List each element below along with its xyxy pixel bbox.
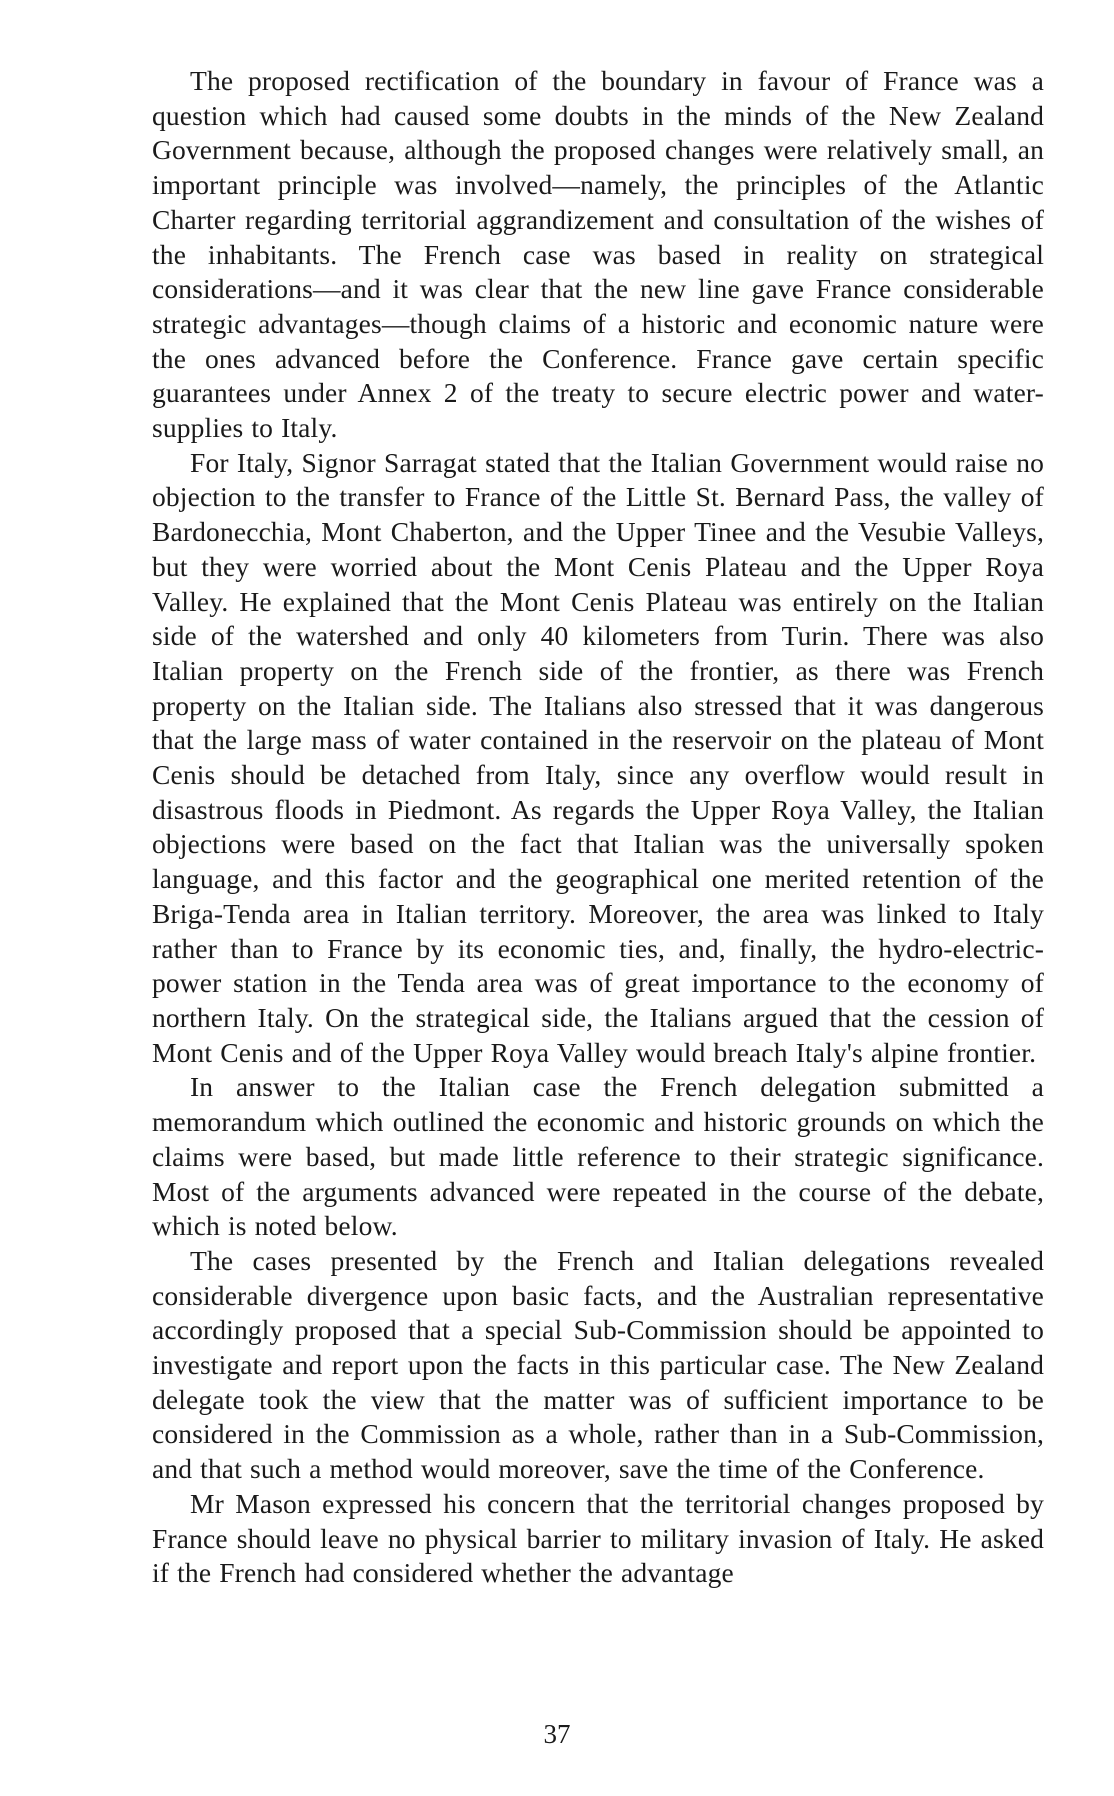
page-number: 37 bbox=[543, 1719, 571, 1749]
paragraph: For Italy, Signor Sarragat stated that the Italian Government would raise no objection to the transfer to France of the Little St. Bernard Pass, the valley of Bardonecchia, Mont Chaberton, and the Upper Tinee and the Vesubie Valleys, but they were worried about the Mont Cenis Plateau and the Upper Roya Valley. He explained that the Mont Cenis Plateau was entirely on the Italian side of the watershed and only 40 kilometers from Turin. There was also Italian property on the French side of the frontier, as there was French property on the Italian side. The Italians also stressed that it was dangerous that the large mass of water contained in the reservoir on the plateau of Mont Cenis should be detached from Italy, since any overflow would result in disastrous floods in Piedmont. As regards the Upper Roya Valley, the Italian objections were based on the fact that Italian was the universally spoken language, and this factor and the geographical one merited retention of the Briga-Tenda area in Italian territory. Moreover, the area was linked to Italy rather than to France by its economic ties, and, finally, the hydro-electric-power station in the Tenda area was of great importance to the economy of northern Italy. On the strategical side, the Italians argued that the cession of Mont Cenis and of the Upper Roya Valley would breach Italy's alpine frontier. bbox=[152, 446, 1044, 1068]
paragraph: In answer to the Italian case the French delegation submitted a memorandum which outlined the economic and historic grounds on which the claims were based, but made little reference to their strategic significance. Most of the arguments advanced were repeated in the course of the debate, which is noted below. bbox=[152, 1071, 1044, 1242]
body-text bbox=[152, 64, 1044, 1591]
paragraph: The proposed rectification of the boundary in favour of France was a question which had caused some doubts in the minds of the New Zealand Government because, although the proposed changes were relatively small, an important principle was involved—namely, the principles of the Atlantic Charter regarding territorial aggrandizement and consultation of the wishes of the inhabitants. The French case was based in reality on strategical considerations—and it was clear that the new line gave France considerable strategic advantages—though claims of a historic and economic nature were the ones advanced before the Conference. France gave certain specific guarantees under Annex 2 of the treaty to secure electric power and water-supplies to Italy. bbox=[152, 65, 1044, 444]
paragraph: The cases presented by the French and Italian delegations revealed considerable divergence upon basic facts, and the Australian representative accordingly proposed that a special Sub-Commission should be appointed to investigate and report upon the facts in this particular case. The New Zealand delegate took the view that the matter was of sufficient importance to be considered in the Commission as a whole, rather than in a Sub-Commission, and that such a method would moreover, save the time of the Conference. bbox=[152, 1244, 1044, 1485]
paragraph: Mr Mason expressed his concern that the territorial changes proposed by France should leave no physical barrier to military invasion of Italy. He asked if the French had considered whether the advantage bbox=[152, 1487, 1044, 1589]
